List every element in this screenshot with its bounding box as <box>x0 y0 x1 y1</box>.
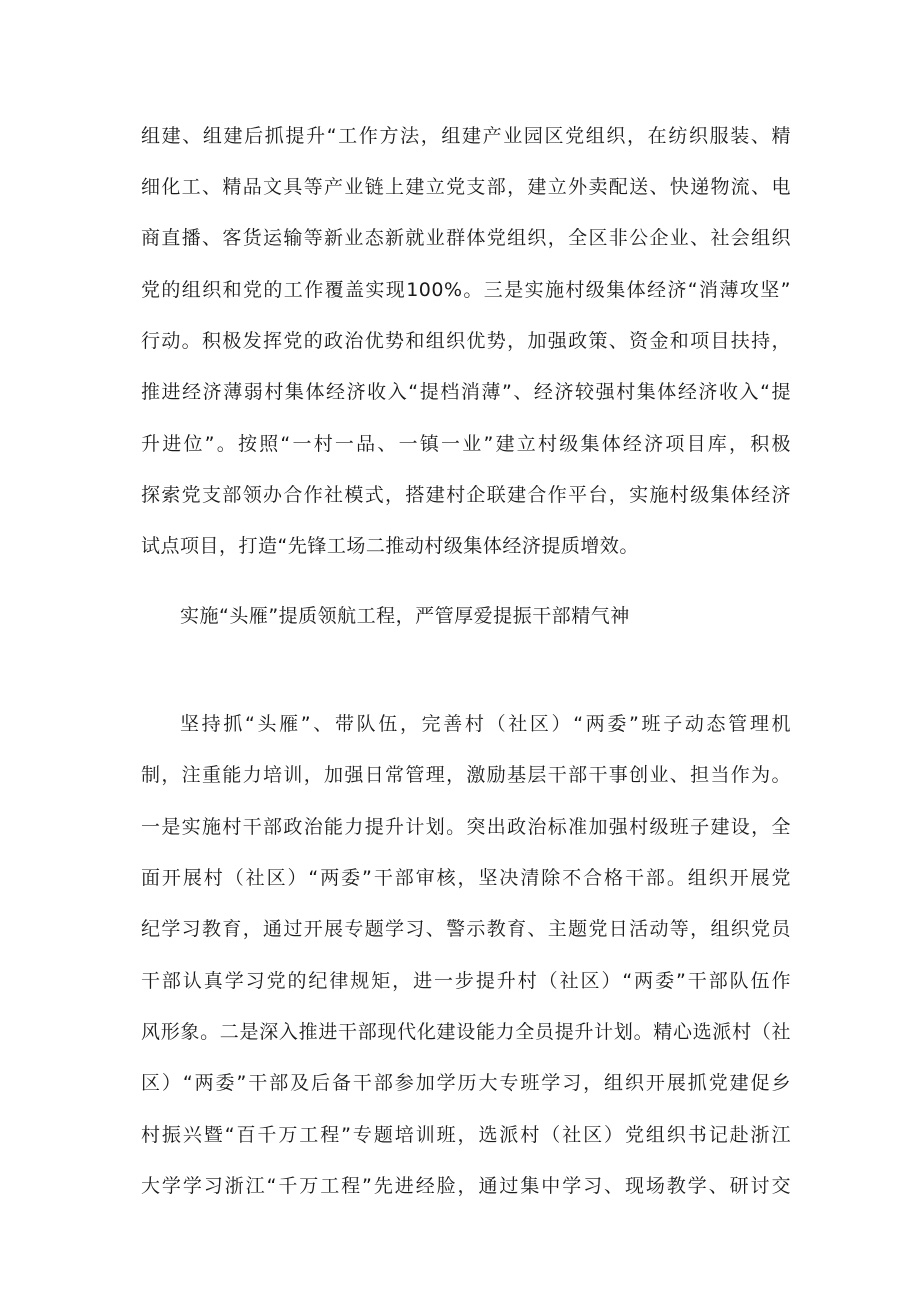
paragraph-1-line: 探索党支部领办合作社模式，搭建村企联建合作平台，实施村级集体经济 <box>141 484 791 506</box>
paragraph-1-line: 细化工、精品文具等产业链上建立党支部，建立外卖配送、快递物流、电 <box>141 176 791 198</box>
paragraph-2-line: 村振兴暨“百千万工程”专题培训班，选派村（社区）党组织书记赴浙江 <box>141 1124 791 1146</box>
paragraph-2-line: 大学学习浙江“千万工程”先进经脸，通过集中学习、现场教学、研讨交 <box>141 1175 791 1197</box>
paragraph-1-line: 推进经济薄弱村集体经济收入“提档消薄”、经济较强村集体经济收入“提 <box>141 381 791 403</box>
paragraph-1-line: 试点项目，打造“先锋工场二推动村级集体经济提质增效。 <box>141 535 639 557</box>
paragraph-1-line: 党的组织和党的工作覆盖实现100%。三是实施村级集体经济“消薄攻坚” <box>141 279 791 301</box>
paragraph-1-line: 商直播、客货运输等新业态新就业群体党组织，全区非公企业、社会组织 <box>141 227 791 249</box>
paragraph-2-line: 纪学习教育，通过开展专题学习、警示教育、主题党日活动等，组织党员 <box>141 918 791 940</box>
paragraph-1-line: 组建、组建后抓提升“工作方法，组建产业园区党组织，在纺织服装、精 <box>141 125 791 147</box>
paragraph-2-line: 区）“两委”干部及后备干部参加学历大专班学习，组织开展抓党建促乡 <box>141 1072 791 1094</box>
paragraph-2-line: 风形象。二是深入推进干部现代化建设能力全员提升计划。精心选派村（社 <box>141 1021 791 1043</box>
paragraph-1-line: 升进位”。按照“一村一品、一镇一业”建立村级集体经济项目库，积极 <box>141 433 791 455</box>
paragraph-2-line: 干部认真学习党的纪律规矩，进一步提升村（社区）“两委”干部队伍作 <box>141 970 791 992</box>
paragraph-2-line: 制，注重能力培训，加强日常管理，激励基层干部干事创业、担当作为。 <box>141 764 791 786</box>
paragraph-2-line: 面开展村（社区）“两委”干部审核，坚决清除不合格干部。组织开展党 <box>141 867 791 889</box>
paragraph-1-line: 行动。积极发挥党的政治优势和组织优势，加强政策、资金和项目扶持， <box>141 330 791 352</box>
paragraph-2-line: 一是实施村干部政治能力提升计划。突出政治标准加强村级班子建设，全 <box>141 816 791 838</box>
paragraph-2-line: 坚持抓“头雁”、带队伍，完善村（社区）“两委”班子动态管理机 <box>180 713 791 735</box>
section-heading: 实施“头雁”提质领航工程，严管厚爱提振干部精气神 <box>180 605 630 627</box>
